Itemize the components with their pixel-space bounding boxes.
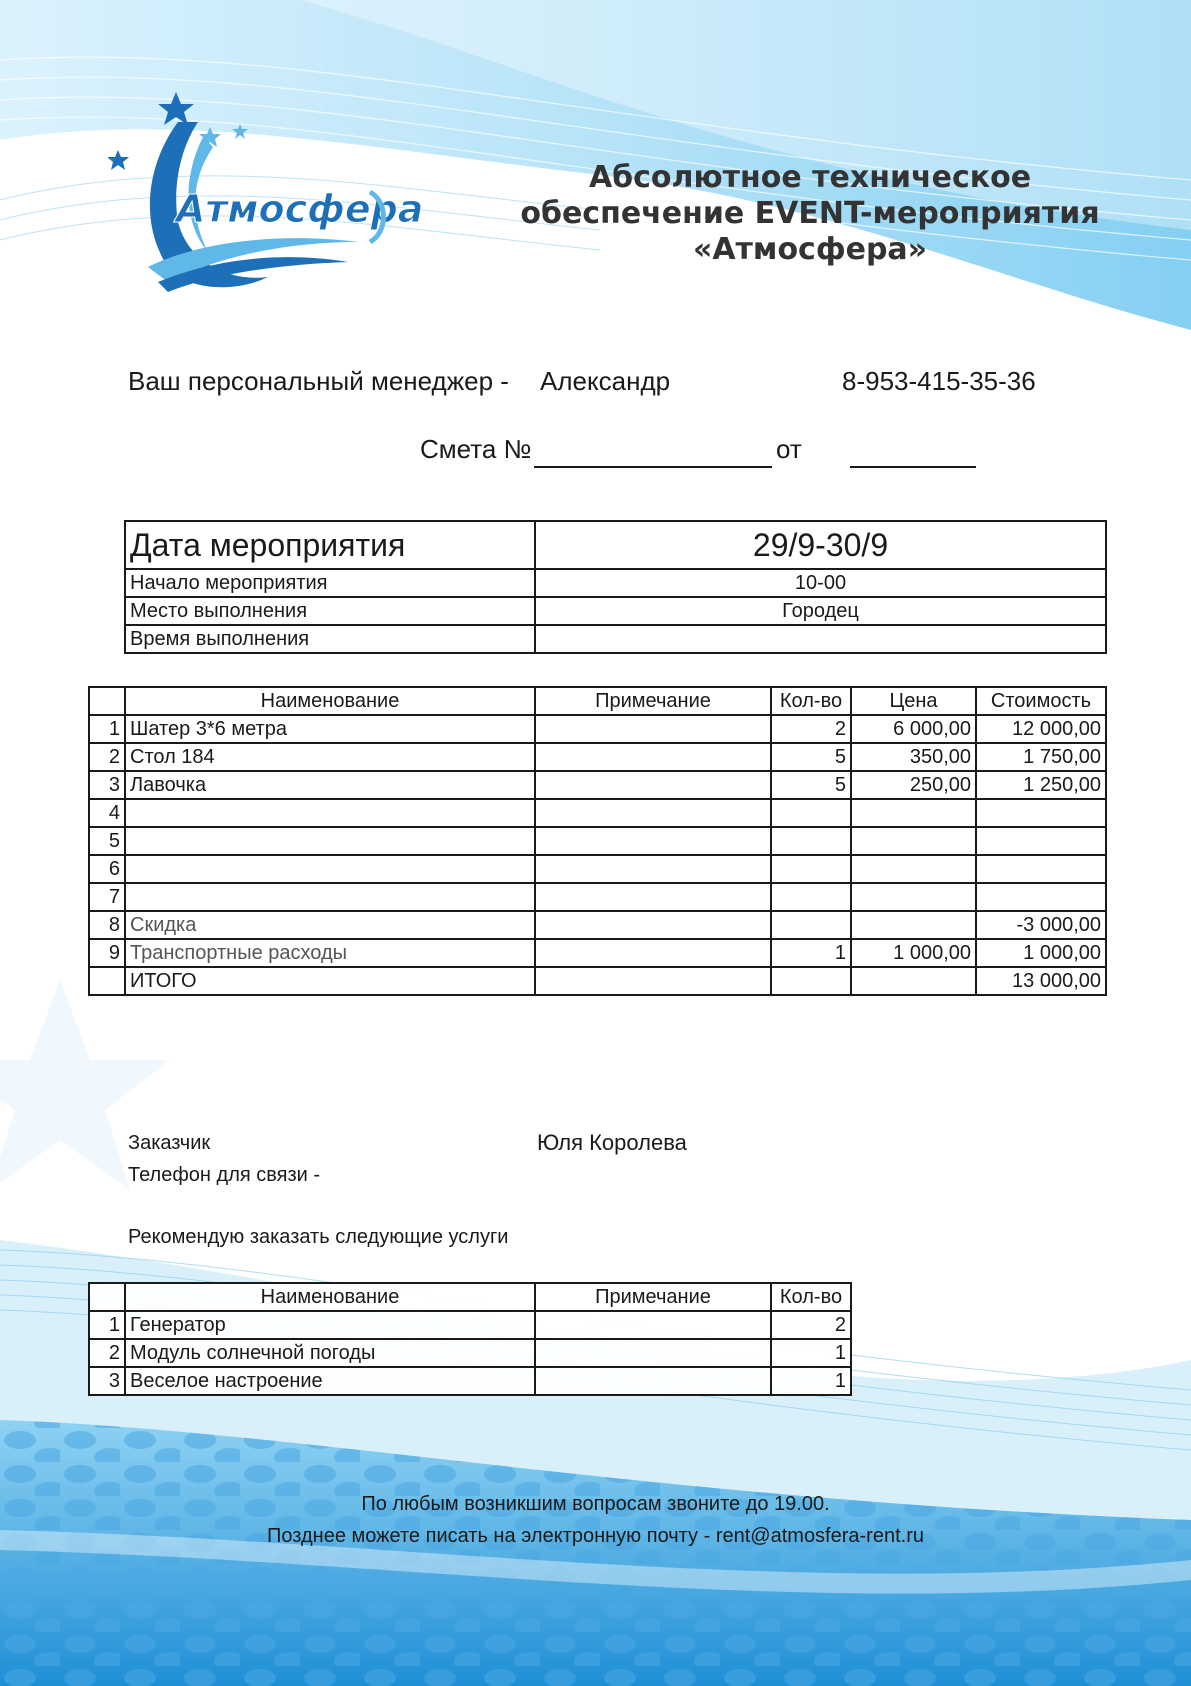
- table-row: 6: [89, 855, 1106, 883]
- table-row: 4: [89, 799, 1106, 827]
- manager-name: Александр: [540, 366, 671, 396]
- recommend-title: Рекомендую заказать следующие услуги: [128, 1226, 509, 1248]
- event-start-row: [125, 569, 1106, 597]
- event-place-row: [125, 597, 1106, 625]
- event-start-value: 10-00: [535, 569, 1106, 597]
- title-line-1: Абсолютное техническое: [588, 160, 1032, 195]
- table-row: 1 Генератор 2: [89, 1311, 851, 1339]
- event-place-value: Городец: [535, 597, 1106, 625]
- estimate-date-field: [850, 466, 976, 468]
- recommend-header-row: Наименование Примечание Кол-во: [89, 1283, 851, 1311]
- header-cost: Стоимость: [976, 687, 1106, 715]
- table-row: 3 Веселое настроение 1: [89, 1367, 851, 1395]
- event-date-row: [125, 521, 1106, 569]
- table-row: 7: [89, 883, 1106, 911]
- transport-row: 9 Транспортные расходы 1 1 000,00 1 000,00: [89, 939, 1106, 967]
- estimate-from-label: от: [776, 434, 802, 464]
- header-qty: Кол-во: [771, 687, 851, 715]
- total-label: ИТОГО: [125, 967, 535, 995]
- table-row: 3 Лавочка 5 250,00 1 250,00: [89, 771, 1106, 799]
- event-time-value: [535, 625, 1106, 653]
- event-date-label: Дата мероприятия: [125, 521, 535, 569]
- manager-phone: 8-953-415-35-36: [842, 366, 1036, 396]
- header-name: Наименование: [125, 687, 535, 715]
- title-line-3: «Атмосфера»: [692, 232, 928, 267]
- footer-line-2: Позднее можете писать на электронную почту - rent@atmosfera-rent.ru: [266, 1525, 924, 1547]
- company-title: [500, 160, 1120, 268]
- total-cost: 13 000,00: [976, 967, 1106, 995]
- logo-text: Атмосфера: [176, 187, 424, 231]
- customer-label: Заказчик: [128, 1132, 211, 1154]
- customer-phone-label: Телефон для связи -: [128, 1164, 321, 1186]
- header-price: Цена: [851, 687, 976, 715]
- estimate-number-field: [534, 466, 772, 468]
- table-row: 5: [89, 827, 1106, 855]
- items-table: [88, 686, 1107, 996]
- event-date-value: 29/9-30/9: [535, 521, 1106, 569]
- table-row: 2 Модуль солнечной погоды 1: [89, 1339, 851, 1367]
- table-row: 1 Шатер 3*6 метра 2 6 000,00 12 000,00: [89, 715, 1106, 743]
- total-row: [89, 967, 1106, 995]
- header-note: Примечание: [535, 687, 771, 715]
- event-time-row: [125, 625, 1106, 653]
- event-info-table: [124, 520, 1107, 654]
- discount-row: 8 Скидка -3 000,00: [89, 911, 1106, 939]
- manager-label: Ваш персональный менеджер -: [128, 366, 509, 396]
- footer-line-1: По любым возникшим вопросам звоните до 19.00.: [361, 1493, 830, 1515]
- event-time-label: Время выполнения: [125, 625, 535, 653]
- items-header-row: [89, 687, 1106, 715]
- recommend-table: [88, 1282, 852, 1396]
- estimate-label: Смета №: [420, 434, 532, 464]
- event-place-label: Место выполнения: [125, 597, 535, 625]
- atmosfera-logo: [108, 92, 428, 292]
- title-line-2: обеспечение EVENT-мероприятия: [520, 196, 1100, 231]
- event-start-label: Начало мероприятия: [125, 569, 535, 597]
- table-row: 2 Стол 184 5 350,00 1 750,00: [89, 743, 1106, 771]
- customer-name: Юля Королева: [537, 1130, 687, 1155]
